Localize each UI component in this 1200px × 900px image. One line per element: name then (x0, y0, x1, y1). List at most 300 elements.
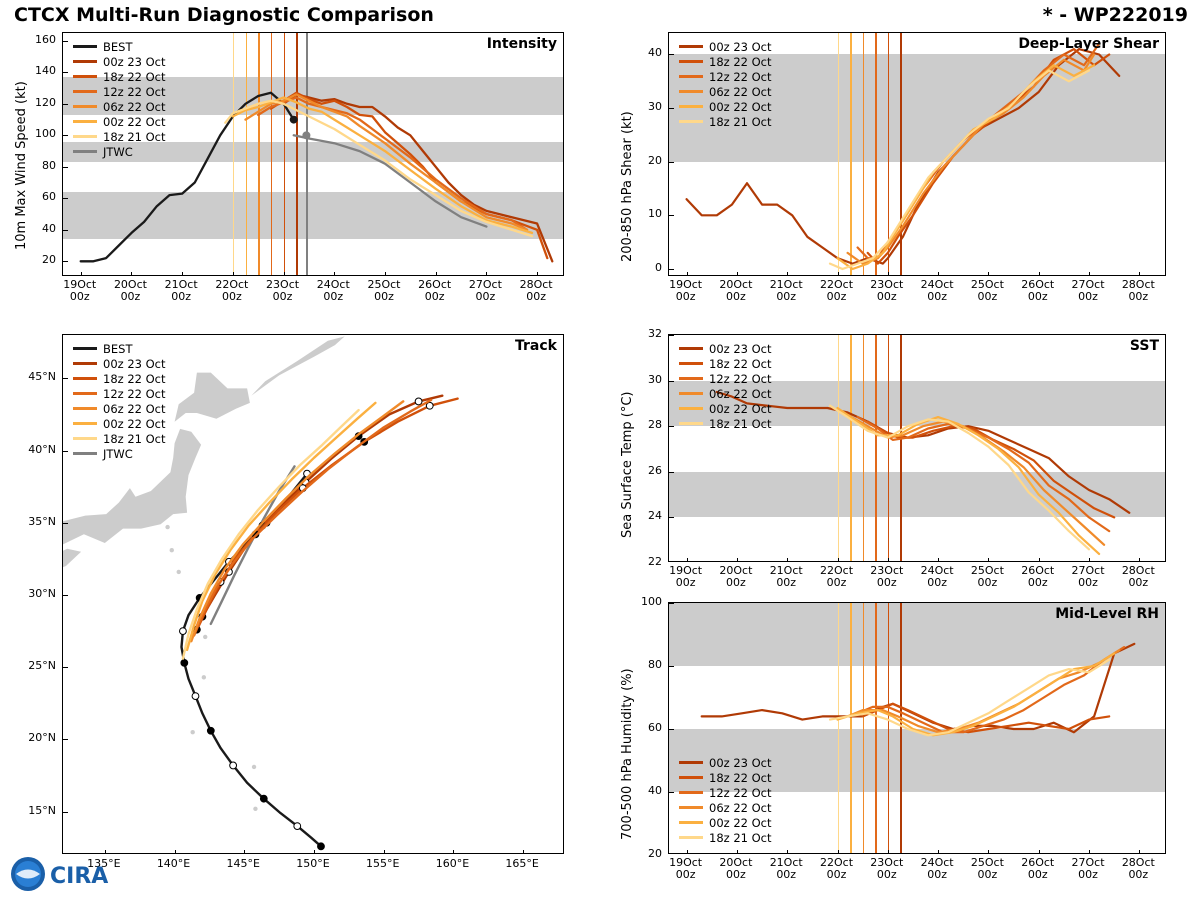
y-tick-mark (669, 666, 674, 667)
y-tick-label: 80 (648, 658, 662, 671)
x-tick-label: 165°E (505, 857, 539, 870)
y-tick-mark (63, 104, 68, 105)
y-tick-label: 26 (648, 463, 662, 477)
legend-label: BEST (103, 341, 133, 356)
legend-item (73, 69, 166, 84)
x-tick-label: 23Oct 00z (870, 564, 904, 589)
storm-id-label: * - WP222019 (1042, 4, 1188, 26)
track-position-marker (318, 843, 325, 850)
legend-label: 00z 22 Oct (709, 815, 772, 830)
x-tick-label: 135°E (87, 857, 121, 870)
series-line (868, 49, 1109, 264)
y-tick-mark (63, 41, 68, 42)
legend-item (679, 755, 772, 770)
intensity-plot-area (62, 32, 564, 276)
legend-swatch-icon (73, 407, 97, 410)
legend-swatch-icon (679, 105, 703, 108)
x-tick-mark (537, 272, 538, 276)
y-tick-mark (669, 269, 674, 270)
y-tick-mark (63, 451, 68, 452)
legend-swatch-icon (679, 90, 703, 93)
x-tick-mark (436, 272, 437, 276)
y-tick-label: 35°N (28, 514, 56, 528)
x-tick-mark (888, 850, 889, 854)
y-tick-mark (63, 812, 68, 813)
y-tick-label: 20 (648, 847, 662, 860)
x-tick-mark (838, 850, 839, 854)
track-legend (73, 341, 166, 461)
legend-label: 18z 21 Oct (709, 416, 772, 431)
x-tick-mark (1139, 558, 1140, 562)
legend-item (679, 815, 772, 830)
legend-item (679, 800, 772, 815)
x-tick-mark (385, 272, 386, 276)
legend-swatch-icon (679, 362, 703, 365)
legend-label: JTWC (103, 144, 133, 159)
legend-swatch-icon (679, 791, 703, 794)
legend-label: 06z 22 Oct (103, 401, 166, 416)
y-tick-mark (63, 739, 68, 740)
legend-label: 00z 23 Oct (709, 755, 772, 770)
rh-panel-title: Mid-Level RH (1055, 606, 1159, 622)
x-tick-label: 20Oct 00z (113, 278, 147, 303)
x-tick-mark (523, 850, 524, 854)
y-tick-mark (669, 729, 674, 730)
x-tick-label: 27Oct 00z (1071, 278, 1105, 303)
legend-item (73, 341, 166, 356)
svg-text:CIRA: CIRA (50, 864, 109, 889)
track-position-marker (207, 727, 214, 734)
legend-swatch-icon (73, 422, 97, 425)
legend-item (679, 114, 772, 129)
x-tick-mark (838, 558, 839, 562)
x-tick-mark (81, 272, 82, 276)
x-tick-label: 24Oct 00z (316, 278, 350, 303)
x-tick-label: 26Oct 00z (1021, 856, 1055, 881)
legend-item (73, 84, 166, 99)
track-position-marker (180, 628, 187, 635)
legend-swatch-icon (679, 836, 703, 839)
legend-item (679, 99, 772, 114)
legend-label: 18z 21 Oct (709, 830, 772, 845)
legend-label: 18z 21 Oct (103, 431, 166, 446)
legend-item (679, 830, 772, 845)
legend-item (679, 401, 772, 416)
y-tick-label: 25°N (28, 659, 56, 673)
track-plot-area (62, 334, 564, 854)
legend-swatch-icon (679, 821, 703, 824)
legend-swatch-icon (679, 392, 703, 395)
y-tick-mark (63, 230, 68, 231)
y-tick-label: 15°N (28, 803, 56, 817)
y-tick-label: 140 (35, 64, 56, 78)
y-tick-mark (63, 72, 68, 73)
y-tick-label: 32 (648, 327, 662, 340)
x-tick-mark (787, 558, 788, 562)
x-tick-label: 21Oct 00z (769, 278, 803, 303)
x-tick-label: 26Oct 00z (418, 278, 452, 303)
sst-panel-title: SST (1129, 338, 1159, 354)
legend-item (73, 114, 166, 129)
x-tick-label: 27Oct 00z (1071, 856, 1105, 881)
legend-swatch-icon (679, 45, 703, 48)
series-line (858, 44, 1100, 259)
x-tick-label: 19Oct 00z (669, 278, 703, 303)
legend-item (679, 785, 772, 800)
legend-item (679, 84, 772, 99)
y-tick-mark (669, 162, 674, 163)
track-line (202, 396, 442, 617)
x-tick-label: 26Oct 00z (1021, 564, 1055, 589)
y-tick-label: 30°N (28, 587, 56, 600)
y-tick-label: 60 (42, 190, 56, 204)
y-tick-label: 40°N (28, 442, 56, 456)
legend-label: 06z 22 Oct (103, 99, 166, 114)
x-tick-label: 20Oct 00z (719, 564, 753, 589)
x-tick-mark (988, 558, 989, 562)
legend-swatch-icon (679, 407, 703, 410)
legend-swatch-icon (73, 437, 97, 440)
legend-item (679, 341, 772, 356)
page-title: CTCX Multi-Run Diagnostic Comparison (14, 4, 434, 26)
intensity-panel-title: Intensity (486, 36, 557, 52)
x-tick-mark (687, 558, 688, 562)
x-tick-label: 28Oct 00z (1121, 856, 1155, 881)
legend-label: 00z 23 Oct (709, 39, 772, 54)
x-tick-mark (384, 850, 385, 854)
track-position-marker (415, 398, 422, 405)
x-tick-label: 24Oct 00z (920, 278, 954, 303)
legend-label: 18z 22 Oct (103, 371, 166, 386)
y-tick-label: 45°N (28, 370, 56, 384)
x-tick-label: 150°E (296, 857, 330, 870)
x-tick-label: 155°E (365, 857, 400, 870)
legend-swatch-icon (73, 60, 97, 63)
series-line (830, 660, 1109, 736)
shear-y-axis-label: 200-850 hPa Shear (kt) (620, 111, 635, 262)
x-tick-label: 23Oct 00z (870, 278, 904, 303)
legend-item (679, 54, 772, 69)
y-tick-label: 40 (648, 784, 662, 797)
track-line (197, 399, 458, 630)
track-line (183, 410, 359, 658)
legend-swatch-icon (679, 776, 703, 779)
legend-label: 06z 22 Oct (709, 84, 772, 99)
intensity-legend (73, 39, 166, 159)
legend-label: 06z 22 Oct (709, 386, 772, 401)
x-tick-mark (1139, 272, 1140, 276)
x-tick-label: 28Oct 00z (1121, 278, 1155, 303)
x-tick-mark (888, 558, 889, 562)
legend-item (73, 144, 166, 159)
sst-plot-area (668, 334, 1166, 562)
legend-swatch-icon (679, 377, 703, 380)
x-tick-mark (1139, 850, 1140, 854)
x-tick-mark (175, 850, 176, 854)
y-tick-mark (669, 426, 674, 427)
y-tick-mark (669, 54, 674, 55)
legend-label: 00z 22 Oct (709, 401, 772, 416)
header-bar (0, 2, 1200, 28)
y-tick-mark (669, 381, 674, 382)
sst-legend (679, 341, 772, 431)
y-tick-label: 24 (648, 509, 662, 523)
rh-plot-area (668, 602, 1166, 854)
legend-item (679, 386, 772, 401)
x-tick-mark (787, 850, 788, 854)
series-line (838, 408, 1100, 554)
legend-swatch-icon (679, 806, 703, 809)
legend-swatch-icon (73, 90, 97, 93)
legend-swatch-icon (73, 120, 97, 123)
series-line (848, 55, 1095, 264)
x-tick-label: 22Oct 00z (819, 564, 854, 589)
x-tick-mark (938, 850, 939, 854)
legend-label: 18z 22 Oct (103, 69, 166, 84)
x-tick-mark (988, 272, 989, 276)
x-tick-mark (1089, 272, 1090, 276)
x-tick-label: 22Oct 00z (215, 278, 249, 303)
legend-label: 00z 23 Oct (103, 356, 166, 371)
legend-swatch-icon (73, 135, 97, 138)
x-tick-label: 23Oct 00z (870, 856, 904, 881)
x-tick-label: 20Oct 00z (719, 856, 753, 881)
x-tick-mark (334, 272, 335, 276)
shear-legend (679, 39, 772, 129)
x-tick-mark (888, 272, 889, 276)
legend-label: 18z 21 Oct (103, 129, 166, 144)
track-position-marker (260, 795, 267, 802)
x-tick-label: 160°E (435, 857, 470, 870)
y-tick-label: 20°N (28, 731, 56, 745)
y-tick-label: 80 (42, 158, 56, 172)
x-tick-label: 140°E (156, 857, 191, 870)
legend-swatch-icon (73, 150, 97, 153)
y-tick-label: 60 (648, 721, 662, 734)
y-tick-mark (669, 472, 674, 473)
legend-swatch-icon (73, 105, 97, 108)
legend-swatch-icon (73, 377, 97, 380)
legend-swatch-icon (679, 422, 703, 425)
legend-label: 18z 22 Oct (709, 770, 772, 785)
x-tick-mark (787, 272, 788, 276)
x-tick-label: 25Oct 00z (970, 278, 1004, 303)
x-tick-mark (687, 272, 688, 276)
x-tick-mark (233, 272, 234, 276)
legend-item (73, 386, 166, 401)
legend-item (73, 401, 166, 416)
x-tick-mark (737, 850, 738, 854)
legend-item (73, 356, 166, 371)
y-tick-mark (63, 378, 68, 379)
x-tick-label: 21Oct 00z (769, 856, 803, 881)
legend-swatch-icon (679, 75, 703, 78)
x-tick-label: 28Oct 00z (519, 278, 553, 303)
y-tick-label: 0 (655, 260, 662, 274)
x-tick-label: 23Oct 00z (266, 278, 300, 303)
x-tick-mark (737, 272, 738, 276)
x-tick-label: 24Oct 00z (920, 564, 954, 589)
legend-item (679, 371, 772, 386)
legend-label: 00z 23 Oct (103, 54, 166, 69)
x-tick-mark (938, 558, 939, 562)
legend-item (73, 416, 166, 431)
x-tick-mark (988, 850, 989, 854)
y-tick-mark (669, 335, 674, 336)
x-tick-mark (131, 272, 132, 276)
track-position-marker (230, 762, 237, 769)
legend-label: 00z 23 Oct (709, 341, 772, 356)
x-tick-label: 22Oct 00z (819, 856, 854, 881)
track-panel-title: Track (515, 338, 557, 354)
y-tick-label: 100 (641, 595, 662, 608)
legend-item (679, 39, 772, 54)
legend-label: 18z 22 Oct (709, 356, 772, 371)
track-line (182, 474, 322, 847)
y-tick-label: 30 (648, 372, 662, 386)
x-tick-label: 26Oct 00z (1021, 278, 1055, 303)
y-tick-label: 160 (35, 32, 56, 46)
legend-item (679, 69, 772, 84)
legend-item (679, 356, 772, 371)
x-tick-label: 25Oct 00z (970, 564, 1004, 589)
cira-logo (8, 854, 112, 894)
y-tick-mark (63, 595, 68, 596)
x-tick-label: 24Oct 00z (920, 856, 954, 881)
sst-y-axis-label: Sea Surface Temp (°C) (620, 391, 635, 538)
rh-legend (679, 755, 772, 845)
legend-item (73, 371, 166, 386)
series-line (830, 71, 1089, 270)
y-tick-mark (669, 792, 674, 793)
series-line (717, 392, 1130, 513)
y-tick-label: 120 (35, 95, 56, 109)
y-tick-label: 30 (648, 100, 662, 114)
legend-swatch-icon (679, 761, 703, 764)
x-tick-mark (1089, 558, 1090, 562)
legend-label: 18z 22 Oct (709, 54, 772, 69)
y-tick-label: 22 (648, 555, 662, 568)
x-tick-mark (838, 272, 839, 276)
x-tick-label: 25Oct 00z (970, 856, 1004, 881)
y-tick-label: 20 (648, 153, 662, 167)
legend-swatch-icon (679, 60, 703, 63)
x-tick-mark (1089, 850, 1090, 854)
track-position-marker (294, 823, 301, 830)
legend-swatch-icon (73, 362, 97, 365)
legend-label: 12z 22 Oct (709, 785, 772, 800)
series-line (838, 65, 1095, 269)
y-tick-mark (63, 198, 68, 199)
y-tick-label: 10 (648, 207, 662, 221)
x-tick-label: 22Oct 00z (819, 278, 854, 303)
legend-item (679, 416, 772, 431)
legend-item (73, 129, 166, 144)
x-tick-label: 19Oct 00z (669, 564, 703, 589)
x-tick-mark (244, 850, 245, 854)
legend-swatch-icon (73, 75, 97, 78)
y-tick-mark (63, 667, 68, 668)
track-position-marker (192, 693, 199, 700)
x-tick-mark (938, 272, 939, 276)
x-tick-mark (737, 558, 738, 562)
x-tick-label: 27Oct 00z (468, 278, 502, 303)
legend-label: 12z 22 Oct (103, 84, 166, 99)
rh-y-axis-label: 700-500 hPa Humidity (%) (620, 668, 635, 840)
y-tick-label: 40 (648, 46, 662, 60)
x-tick-mark (314, 850, 315, 854)
x-tick-label: 27Oct 00z (1071, 564, 1105, 589)
y-tick-mark (63, 523, 68, 524)
legend-item (679, 770, 772, 785)
x-tick-mark (1039, 850, 1040, 854)
track-line (194, 400, 431, 635)
x-tick-label: 145°E (226, 857, 260, 870)
y-tick-mark (669, 108, 674, 109)
x-tick-mark (182, 272, 183, 276)
x-tick-mark (453, 850, 454, 854)
legend-label: 00z 22 Oct (103, 416, 166, 431)
y-tick-mark (669, 215, 674, 216)
legend-label: 00z 22 Oct (709, 99, 772, 114)
x-tick-mark (1039, 272, 1040, 276)
y-tick-mark (63, 135, 68, 136)
legend-item (73, 431, 166, 446)
x-tick-mark (1039, 558, 1040, 562)
legend-swatch-icon (73, 347, 97, 350)
legend-swatch-icon (679, 347, 703, 350)
x-tick-mark (284, 272, 285, 276)
shear-panel-title: Deep-Layer Shear (1018, 36, 1159, 52)
x-tick-label: 20Oct 00z (719, 278, 753, 303)
y-tick-label: 40 (42, 221, 56, 235)
legend-swatch-icon (73, 45, 97, 48)
x-tick-label: 19Oct 00z (669, 856, 703, 881)
x-tick-mark (687, 850, 688, 854)
legend-label: 00z 22 Oct (103, 114, 166, 129)
legend-swatch-icon (73, 452, 97, 455)
y-tick-mark (669, 603, 674, 604)
legend-swatch-icon (679, 120, 703, 123)
legend-item (73, 99, 166, 114)
intensity-y-axis-label: 10m Max Wind Speed (kt) (14, 81, 29, 250)
shear-plot-area (668, 32, 1166, 276)
y-tick-mark (63, 261, 68, 262)
legend-label: BEST (103, 39, 133, 54)
y-tick-label: 28 (648, 418, 662, 432)
x-tick-mark (486, 272, 487, 276)
legend-label: JTWC (103, 446, 133, 461)
x-tick-label: 21Oct 00z (164, 278, 198, 303)
endpoint-marker (290, 116, 298, 124)
legend-label: 12z 22 Oct (709, 371, 772, 386)
x-tick-label: 19Oct 00z (63, 278, 97, 303)
legend-label: 18z 21 Oct (709, 114, 772, 129)
x-tick-label: 25Oct 00z (367, 278, 401, 303)
y-tick-mark (669, 517, 674, 518)
legend-label: 12z 22 Oct (103, 386, 166, 401)
y-tick-label: 20 (42, 253, 56, 267)
legend-label: 12z 22 Oct (709, 69, 772, 84)
track-position-marker (181, 659, 188, 666)
x-tick-label: 28Oct 00z (1121, 564, 1155, 589)
legend-item (73, 446, 166, 461)
x-tick-label: 21Oct 00z (769, 564, 803, 589)
y-tick-mark (63, 167, 68, 168)
series-line (702, 644, 1135, 732)
legend-label: 06z 22 Oct (709, 800, 772, 815)
legend-item (73, 39, 166, 54)
